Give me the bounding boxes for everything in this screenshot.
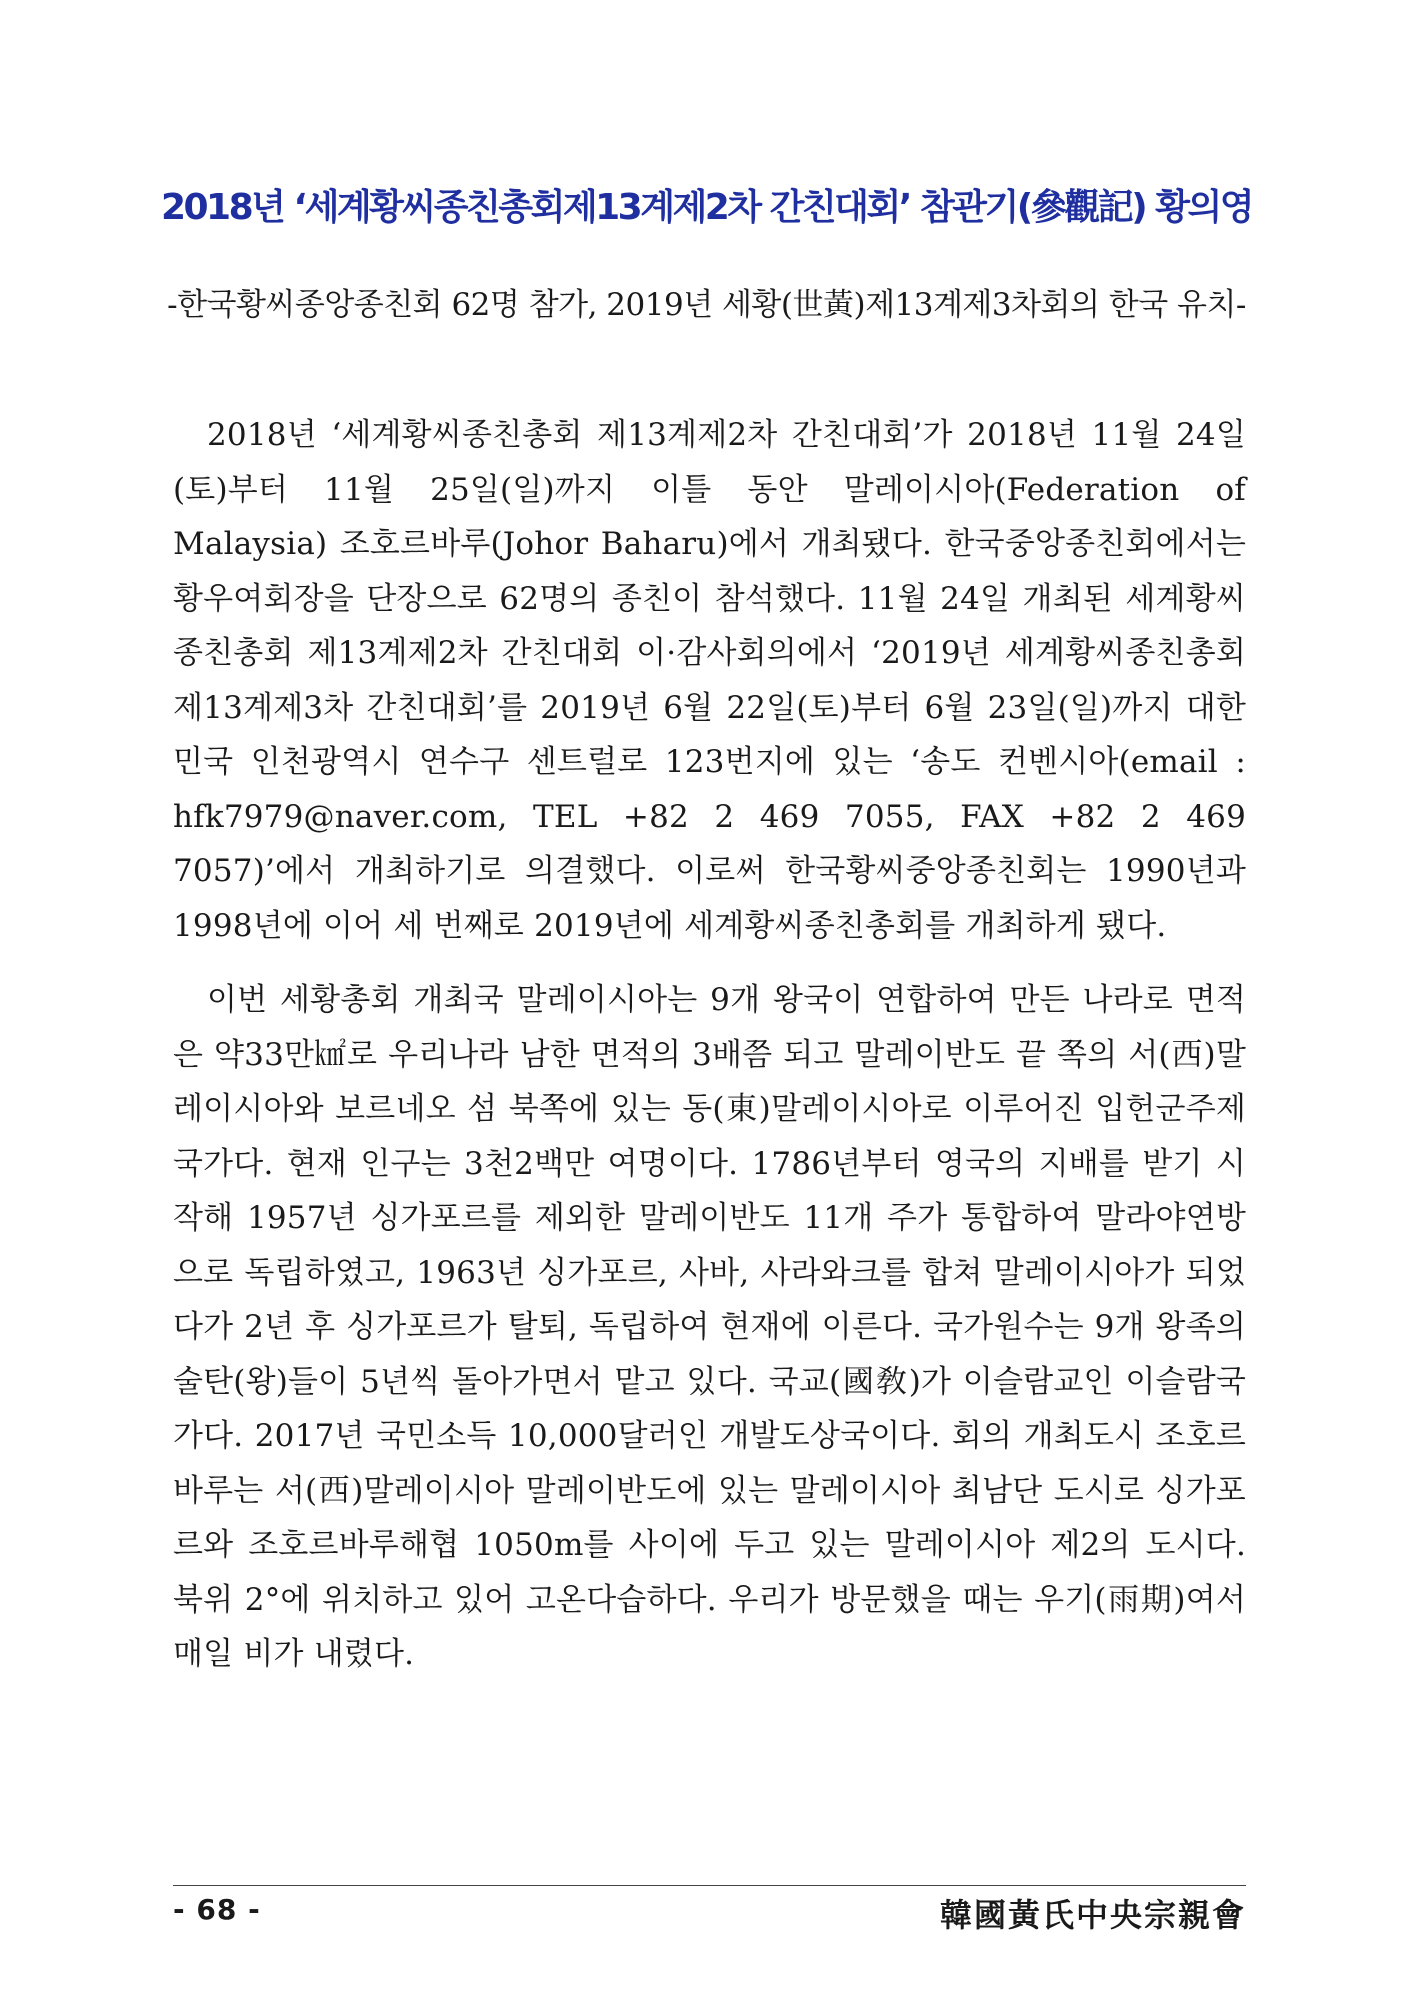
publisher-name: 韓國黃氏中央宗親會: [939, 1896, 1246, 1934]
footer-divider: [173, 1885, 1246, 1886]
page-number: - 68 -: [173, 1893, 261, 1926]
body-paragraph-1: 2018년 ‘세계황씨종친총회 제13계제2차 간친대회’가 2018년 11월 24일(토)부터 11월 25일(일)까지 이틀 동안 말레이시아(Federation of Malaysia) 조호르바루(Johor Baharu)에서 개최됐다. 한국중앙종친회에서는 황우여회장을 단장으로 62명의 종친이 참석했다. 11월 24일 개최된 세계황씨종친총회 제13계제2차 간친대회 이·감사회의에서 ‘2019년 세계황씨종친총회 제13계제3차 간친대회’를 2019년 6월 22일(토)부터 6월 23일(일)까지 대한민국 인천광역시 연수구 센트럴로 123번지에 있는 ‘송도 컨벤시아(email : hfk7979@naver.com, TEL +82 2 469 7055, FAX +82 2 469 7057)’에서 개최하기로 의결했다. 이로써 한국황씨중앙종친회는 1990년과 1998년에 이어 세 번째로 2019년에 세계황씨종친총회를 개최하게 됐다.: [173, 417, 1246, 944]
body-paragraph-2: 이번 세황총회 개최국 말레이시아는 9개 왕국이 연합하여 만든 나라로 면적은 약33만㎢로 우리나라 남한 면적의 3배쯤 되고 말레이반도 끝 쪽의 서(西)말레이시아와 보르네오 섬 북쪽에 있는 동(東)말레이시아로 이루어진 입헌군주제 국가다. 현재 인구는 3천2백만 여명이다. 1786년부터 영국의 지배를 받기 시작해 1957년 싱가포르를 제외한 말레이반도 11개 주가 통합하여 말라야연방으로 독립하였고, 1963년 싱가포르, 사바, 사라와크를 합쳐 말레이시아가 되었다가 2년 후 싱가포르가 탈퇴, 독립하여 현재에 이른다. 국가원수는 9개 왕족의 술탄(왕)들이 5년씩 돌아가면서 맡고 있다. 국교(國敎)가 이슬람교인 이슬람국가다. 2017년 국민소득 10,000달러인 개발도상국이다. 회의 개최도시 조호르바루는 서(西)말레이시아 말레이반도에 있는 말레이시아 최남단 도시로 싱가포르와 조호르바루해협 1050m를 사이에 두고 있는 말레이시아 제2의 도시다. 북위 2°에 위치하고 있어 고온다습하다. 우리가 방문했을 때는 우기(雨期)여서 매일 비가 내렸다.: [173, 982, 1246, 1672]
article-body: [173, 408, 1246, 1682]
article-subtitle: -한국황씨종앙종친회 62명 참가, 2019년 세황(世黃)제13계제3차회의 한국 유치-: [167, 287, 1246, 323]
article-title: 2018년 ‘세계황씨종친총회제13계제2차 간친대회’ 참관기(參觀記) 황의영: [160, 187, 1253, 228]
